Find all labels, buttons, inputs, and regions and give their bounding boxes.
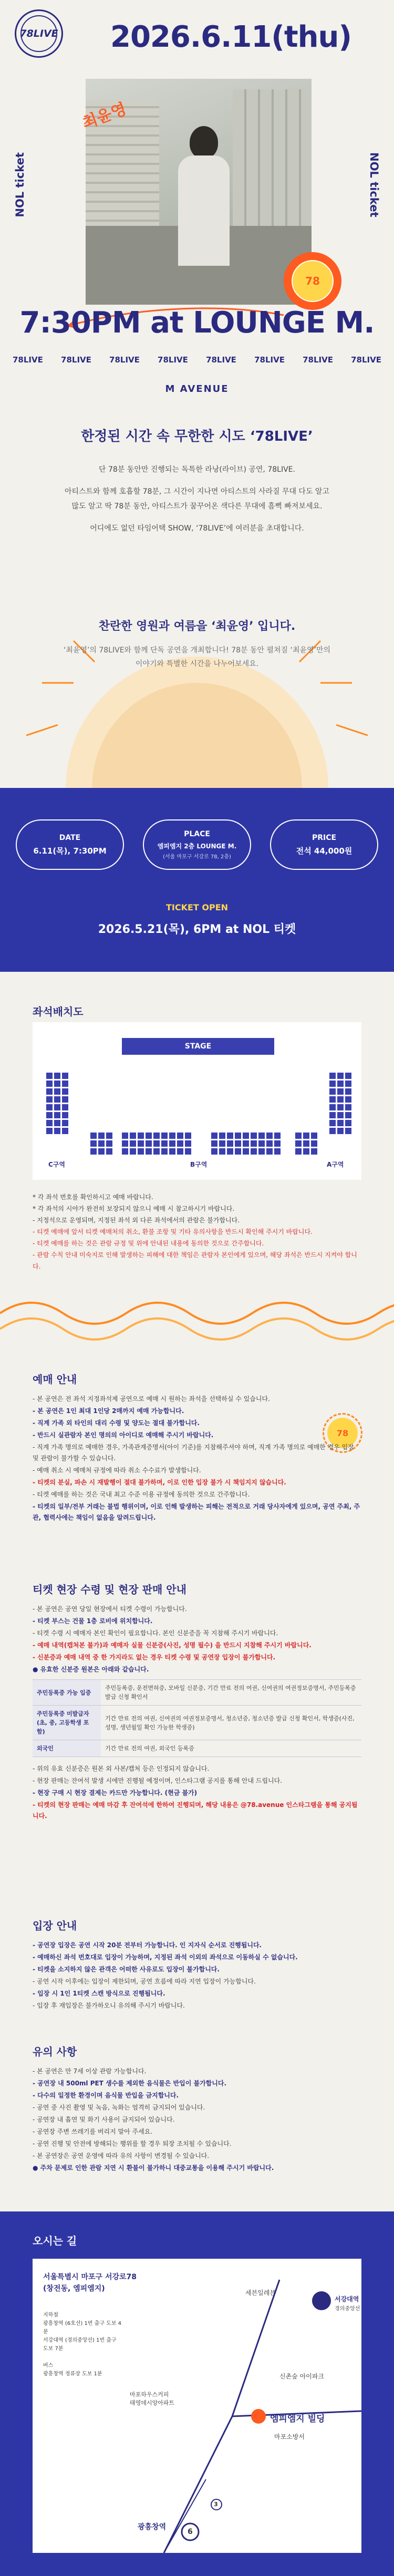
onsite-block — [33, 1581, 361, 1823]
seat[interactable] — [177, 1148, 183, 1155]
seat[interactable] — [295, 1148, 302, 1155]
sun-rays-decoration — [0, 567, 394, 788]
seat[interactable] — [337, 1128, 344, 1134]
onsite-title: 티켓 현장 수령 및 현장 판매 안내 — [33, 1583, 186, 1596]
seat-map-section — [0, 972, 394, 1282]
seat[interactable] — [345, 1073, 351, 1079]
side-label-right: NOL ticket — [368, 152, 380, 217]
info-card-label: DATE — [59, 833, 81, 842]
list-item: - 입장 후 재입장은 불가하오니 유의해 주시기 바랍니다. — [33, 2002, 185, 2009]
intro-body — [60, 462, 334, 543]
seat[interactable] — [62, 1120, 68, 1126]
seat[interactable] — [227, 1133, 233, 1139]
seat-block — [295, 1133, 317, 1155]
seat[interactable] — [251, 1133, 257, 1139]
map-roads — [33, 2259, 361, 2553]
seat[interactable] — [54, 1120, 60, 1126]
intro-title: 한정된 시간 속 무한한 시도 ‘78LIVE’ — [81, 429, 313, 444]
onsite-list — [33, 1604, 361, 1675]
seat[interactable] — [153, 1133, 160, 1139]
list-item: - 예매 내역(캡쳐본 불가)과 예매자 실물 신분증(사진, 성명 필수) 을 반드시 지참해 주시기 바랍니다. — [33, 1642, 312, 1649]
info-cards — [16, 819, 378, 870]
seat[interactable] — [266, 1148, 273, 1155]
info-card-place — [143, 819, 251, 870]
list-item: - 공연 시작 이후에는 입장이 제한되며, 공연 흐름에 따라 지연 입장이 가능합니다. — [33, 1978, 256, 1985]
table-key: 외국인 — [33, 1740, 101, 1757]
hero — [0, 0, 394, 378]
seat[interactable] — [329, 1096, 336, 1103]
seat[interactable] — [130, 1133, 136, 1139]
reserve-title: 예매 안내 — [33, 1373, 77, 1386]
seat[interactable] — [46, 1088, 53, 1095]
list-item: - 본 공연은 만 7세 이상 관람 가능합니다. — [33, 2068, 147, 2075]
seat[interactable] — [345, 1088, 351, 1095]
seat[interactable] — [185, 1140, 191, 1147]
seat[interactable] — [227, 1148, 233, 1155]
seat[interactable] — [54, 1096, 60, 1103]
venue-logo: M AVENUE — [165, 383, 229, 394]
seat[interactable] — [251, 1148, 257, 1155]
seat[interactable] — [227, 1140, 233, 1147]
seat[interactable] — [62, 1112, 68, 1118]
seat[interactable] — [161, 1140, 168, 1147]
seat[interactable] — [337, 1120, 344, 1126]
seat[interactable] — [62, 1081, 68, 1087]
seat[interactable] — [303, 1148, 309, 1155]
seat[interactable] — [266, 1133, 273, 1139]
seat[interactable] — [235, 1140, 241, 1147]
seat[interactable] — [130, 1140, 136, 1147]
wave-decoration — [0, 1282, 394, 1360]
info-card-value: 전석 44,000원 — [296, 846, 352, 856]
list-item: - 공연장 내 흡연 및 화기 사용이 금지되어 있습니다. — [33, 2116, 175, 2123]
seat[interactable] — [337, 1088, 344, 1095]
seat[interactable] — [211, 1148, 217, 1155]
seat-notes — [33, 1191, 361, 1272]
map — [33, 2259, 361, 2553]
strip-item: 78LIVE — [351, 355, 381, 365]
seat[interactable] — [274, 1133, 281, 1139]
seat[interactable] — [54, 1128, 60, 1134]
seat[interactable] — [146, 1133, 152, 1139]
seat[interactable] — [46, 1096, 53, 1103]
seat[interactable] — [243, 1133, 249, 1139]
table-value: 주민등록증, 운전면허증, 모바일 신분증, 기간 만료 전의 여권, 신여권의 여권정보증명서, 주민등록증 발급 신청 확인서 — [101, 1680, 361, 1706]
seat[interactable] — [295, 1140, 302, 1147]
map-label: 신촌숲 아이파크 — [279, 2373, 324, 2380]
seat-block — [211, 1133, 281, 1155]
seat[interactable] — [130, 1148, 136, 1155]
seat[interactable] — [54, 1112, 60, 1118]
seat[interactable] — [122, 1148, 128, 1155]
seat[interactable] — [329, 1081, 336, 1087]
78-badge-text: 78 — [292, 260, 334, 302]
seat[interactable] — [98, 1133, 105, 1139]
list-item: - 현장 판매는 잔여석 발생 시에만 진행될 예정이며, 인스타그램 공지를 통해 안내 드립니다. — [33, 1777, 283, 1784]
seat-note: * 각 좌석 번호를 확인하시고 예매 바랍니다. — [33, 1193, 153, 1201]
seat[interactable] — [138, 1140, 144, 1147]
table-key: 주민등록증 가능 입증 — [33, 1680, 101, 1706]
info-card-label: PRICE — [312, 833, 337, 842]
info-card-value: 엠피엠지 2층 LOUNGE M. — [157, 842, 237, 850]
list-item: - 본 공연은 1인 최대 1인당 2매까지 예매 가능합니다. — [33, 1407, 184, 1415]
seat[interactable] — [337, 1096, 344, 1103]
caution-block — [33, 2043, 361, 2175]
strip-item: 78LIVE — [61, 355, 91, 365]
artist-name-tag: 최윤영 — [79, 99, 129, 133]
seat-map-title: 좌석배치도 — [33, 1005, 84, 1018]
intro-section — [0, 378, 394, 788]
seat[interactable] — [345, 1112, 351, 1118]
seat[interactable] — [251, 1140, 257, 1147]
seat[interactable] — [54, 1081, 60, 1087]
table-row — [33, 1680, 361, 1706]
seat[interactable] — [345, 1096, 351, 1103]
list-item: - 공연장 주변 쓰레기를 버리지 말아 주세요. — [33, 2128, 153, 2135]
intro-subtitle: 찬란한 영원과 여름을 ‘최윤영’ 입니다. — [98, 620, 296, 633]
seat[interactable] — [98, 1140, 105, 1147]
entry-block — [33, 1917, 361, 2012]
list-item: ● 주차 문제로 인한 관람 지연 시 환불이 불가하니 대중교통을 이용해 주시기 바랍니다. — [33, 2164, 274, 2172]
ticket-open-date[interactable]: 2026.5.21(목), 6PM at NOL 티켓 — [98, 923, 296, 936]
seat[interactable] — [62, 1096, 68, 1103]
seat[interactable] — [62, 1088, 68, 1095]
seat[interactable] — [235, 1133, 241, 1139]
venue-pin-label[interactable]: 엠피엠지 빌딩 — [270, 2414, 325, 2424]
seat[interactable] — [243, 1140, 249, 1147]
seat-block — [90, 1133, 112, 1155]
map-address — [43, 2271, 137, 2294]
info-card-label: PLACE — [184, 829, 210, 838]
ticket-open-label: TICKET OPEN — [165, 902, 229, 912]
table-key: 주민등록증 미발급자 (초, 중, 고등학생 포함) — [33, 1706, 101, 1740]
list-item: - 본 공연은 공연 당일 현장에서 티켓 수령이 가능합니다. — [33, 1605, 187, 1613]
seat[interactable] — [161, 1133, 168, 1139]
seat[interactable] — [122, 1140, 128, 1147]
hero-date: 2026.6.11(thu) — [110, 20, 351, 54]
hero-time: 7:30PM at LOUNGE M. — [19, 306, 375, 340]
list-item: - 티켓의 일부/전부 거래는 불법 행위이며, 이로 인해 발생하는 피해는 전적으로 거래 당사자에게 있으며, 공연 주최, 주관, 협력사에는 책임이 없음을 알려드립니다. — [33, 1503, 360, 1521]
list-item: - 직계 가족 명의로 예매한 경우, 가족관계증명서(아이 기준)를 지참해주셔야 하며, 직계 가족 명의로 예매한 경우 입장 및 관람이 불가할 수 있습니다. — [33, 1443, 354, 1462]
seat-note: - 티켓 예매를 하는 것은 관람 규정 및 위에 안내된 내용에 동의한 것으로 간주합니다. — [33, 1240, 264, 1247]
list-item: - 신분증과 예매 내역 중 한 가지라도 없는 경우 티켓 수령 및 공연장 입장이 불가합니다. — [33, 1654, 276, 1661]
intro-paragraph: 아티스트와 함께 호흡할 78분, 그 시간이 지나면 아티스트의 사라질 무대 다도 알고 많도 알고 딱 78분 동안, 아티스트가 꿈꾸어온 색다른 무대에 흠뻑 빠져보세요. — [65, 487, 329, 511]
list-item: - 티켓의 현장 판매는 예매 마감 후 잔여석에 한하여 진행되며, 해당 내용은 @78.avenue 인스타그램을 통해 공지됩니다. — [33, 1801, 358, 1820]
seat[interactable] — [138, 1148, 144, 1155]
table-row — [33, 1740, 361, 1757]
seat[interactable] — [311, 1148, 317, 1155]
map-label: 세븐일레븐 — [245, 2289, 276, 2297]
seat[interactable] — [329, 1104, 336, 1110]
artist-figure — [175, 126, 233, 263]
seat[interactable] — [46, 1120, 53, 1126]
seat[interactable] — [122, 1133, 128, 1139]
table-row — [33, 1706, 361, 1740]
seat[interactable] — [138, 1133, 144, 1139]
list-item: - 반드시 실관람자 본인 명의의 아이디로 예매해 주시기 바랍니다. — [33, 1431, 214, 1439]
hero-strip — [0, 355, 394, 365]
seat[interactable] — [46, 1104, 53, 1110]
seat[interactable] — [185, 1133, 191, 1139]
seat[interactable] — [211, 1133, 217, 1139]
seat[interactable] — [146, 1140, 152, 1147]
seat[interactable] — [235, 1148, 241, 1155]
stage: STAGE — [122, 1038, 274, 1055]
seat[interactable] — [211, 1140, 217, 1147]
seat[interactable] — [274, 1140, 281, 1147]
seat-block — [329, 1073, 351, 1134]
side-label-left: NOL ticket — [14, 152, 26, 217]
map-section — [0, 2211, 394, 2576]
list-item: - 본 공연은 전 좌석 지정좌석제 공연으로 예매 시 원하는 좌석을 선택하실 수 있습니다. — [33, 1395, 270, 1403]
onsite-list-2 — [33, 1763, 361, 1822]
seat[interactable] — [345, 1081, 351, 1087]
list-item: - 다수의 일정한 환경이며 음식물 반입을 금지합니다. — [33, 2092, 179, 2099]
seat[interactable] — [295, 1133, 302, 1139]
seat[interactable] — [153, 1140, 160, 1147]
list-item: - 공연장 내 500ml PET 생수를 제외한 음식물은 반입이 불가합니다. — [33, 2080, 227, 2087]
seat[interactable] — [337, 1112, 344, 1118]
list-item: - 직계 가족 외 타인의 대리 수령 및 양도는 절대 불가합니다. — [33, 1419, 200, 1427]
entry-list — [33, 1940, 361, 2011]
logo-text: 78LIVE — [20, 15, 57, 52]
seat[interactable] — [54, 1073, 60, 1079]
list-item: - 입장 시 1인 1티켓 스캔 방식으로 진행됩니다. — [33, 1990, 165, 1997]
list-item: - 공연장 입장은 공연 시작 20분 전부터 가능합니다. 인 지자식 순서로 진행됩니다. — [33, 1941, 262, 1949]
seat[interactable] — [329, 1128, 336, 1134]
map-label: 마포소방서 — [274, 2433, 305, 2440]
caution-title: 유의 사항 — [33, 2045, 77, 2058]
seat[interactable] — [329, 1088, 336, 1095]
zone-label-b: B구역 — [190, 1161, 208, 1168]
list-item: - 티켓을 소지하지 않은 관객은 어떠한 사유로도 입장이 불가합니다. — [33, 1966, 220, 1973]
list-item: - 현장 구매 시 현장 결제는 카드만 가능합니다. (현금 불가) — [33, 1789, 198, 1796]
seat-block — [46, 1073, 68, 1134]
seat[interactable] — [303, 1140, 309, 1147]
seat[interactable] — [177, 1133, 183, 1139]
seat[interactable] — [46, 1073, 53, 1079]
seat[interactable] — [311, 1140, 317, 1147]
78-small-badge-text: 78 — [327, 1418, 358, 1448]
exit-marker: 3 — [214, 2501, 218, 2508]
seat[interactable] — [311, 1133, 317, 1139]
seat[interactable] — [90, 1133, 97, 1139]
strip-item: 78LIVE — [13, 355, 43, 365]
seat[interactable] — [161, 1148, 168, 1155]
seat[interactable] — [169, 1133, 175, 1139]
intro-subtext: ‘최윤영’의 78LIVE와 함께 단독 공연을 개최합니다! 78분 동안 펼쳐질 ‘최윤영’만의 이야기와 특별한 시간을 나누어보세요. — [63, 646, 331, 668]
address-line: (창전동, 엠피엠지) — [43, 2284, 105, 2293]
strip-item: 78LIVE — [206, 355, 236, 365]
seat[interactable] — [46, 1112, 53, 1118]
seat[interactable] — [219, 1148, 225, 1155]
seat[interactable] — [90, 1148, 97, 1155]
address-line: 서울특별시 마포구 서강로78 — [43, 2273, 137, 2281]
seat[interactable] — [329, 1073, 336, 1079]
seat[interactable] — [337, 1081, 344, 1087]
seat[interactable] — [303, 1133, 309, 1139]
map-label: 서강대역 — [335, 2295, 359, 2303]
wave-divider — [0, 1282, 394, 1360]
78live-logo — [15, 9, 63, 58]
zone-label-a: A구역 — [327, 1161, 344, 1168]
seat-note: - 지정석으로 운영되며, 지정된 좌석 외 다른 좌석에서의 관람은 불가합니다. — [33, 1217, 240, 1224]
intro-paragraph: 어디에도 없던 타임어택 SHOW, ‘78LIVE’에 여러분을 초대합니다. — [90, 524, 304, 533]
seat[interactable] — [169, 1148, 175, 1155]
seat[interactable] — [337, 1104, 344, 1110]
seat[interactable] — [46, 1081, 53, 1087]
reserve-block — [33, 1371, 361, 1524]
seat-note: * 각 좌석의 시야가 완전히 보장되지 않으니 예매 시 참고하시기 바랍니다. — [33, 1205, 235, 1212]
seat[interactable] — [337, 1073, 344, 1079]
list-item: - 위의 유효 신분증은 원본 외 사본/캡처 등은 인정되지 않습니다. — [33, 1765, 210, 1772]
seat-note: - 티켓 예매에 앞서 티켓 예매처의 취소, 환불 조항 및 기타 유의사항을 반드시 확인해 주시기 바랍니다. — [33, 1228, 313, 1235]
seat[interactable] — [106, 1140, 112, 1147]
seat[interactable] — [169, 1140, 175, 1147]
seat[interactable] — [62, 1104, 68, 1110]
78-badge — [284, 252, 341, 310]
map-title: 오시는 길 — [33, 2235, 77, 2247]
zone-label-c: C구역 — [48, 1161, 65, 1168]
seat[interactable] — [243, 1148, 249, 1155]
seat[interactable] — [219, 1133, 225, 1139]
list-item: - 본 공연장은 공연 운영에 따라 유의 사항이 변경될 수 있습니다. — [33, 2152, 210, 2159]
seat[interactable] — [46, 1128, 53, 1134]
list-item: - 티켓의 분실, 파손 시 재발행이 절대 불가하며, 이로 인한 입장 불가 시 책임지지 않습니다. — [33, 1479, 286, 1486]
seat-block — [122, 1133, 191, 1155]
map-label: 마포하우스커피 태영데시앙아파트 — [130, 2391, 175, 2406]
caution-list — [33, 2066, 361, 2174]
seat[interactable] — [177, 1140, 183, 1147]
seat[interactable] — [345, 1120, 351, 1126]
seat[interactable] — [62, 1128, 68, 1134]
seat-map — [33, 1022, 361, 1180]
reserve-list — [33, 1394, 361, 1523]
seat[interactable] — [274, 1148, 281, 1155]
seat[interactable] — [345, 1128, 351, 1134]
seat[interactable] — [329, 1112, 336, 1118]
notice-section — [0, 1360, 394, 2211]
map-label: 경의중앙선 — [335, 2306, 360, 2312]
exit-marker: 6 — [188, 2528, 193, 2536]
seat[interactable] — [345, 1104, 351, 1110]
info-card-sub: (서울 마포구 서강로 78, 2층) — [163, 854, 231, 860]
seat[interactable] — [106, 1148, 112, 1155]
table-value: 기간 만료 전의 여권, 신여권의 여권정보증명서, 청소년증, 청소년증 발급 신청 확인서, 학생증(사진, 성명, 생년월일 확인 가능한 학생증) — [101, 1706, 361, 1740]
seat[interactable] — [266, 1140, 273, 1147]
seat[interactable] — [153, 1148, 160, 1155]
list-item: - 티켓 예매를 하는 것은 국내 최고 수준 이용 규정에 동의한 것으로 간주합니다. — [33, 1491, 250, 1498]
id-table — [33, 1679, 361, 1757]
seat[interactable] — [106, 1133, 112, 1139]
seat[interactable] — [62, 1073, 68, 1079]
table-value: 기간 만료 전의 여권, 외국인 등록증 — [101, 1740, 361, 1757]
seat[interactable] — [90, 1140, 97, 1147]
strip-item: 78LIVE — [303, 355, 333, 365]
entry-title: 입장 안내 — [33, 1919, 77, 1932]
seat[interactable] — [54, 1088, 60, 1095]
map-label: 광흥창역 — [138, 2523, 167, 2531]
seat[interactable] — [98, 1148, 105, 1155]
list-item: - 공연 중 사진 촬영 및 녹음, 녹화는 엄격히 금지되어 있습니다. — [33, 2104, 205, 2111]
strip-item: 78LIVE — [109, 355, 140, 365]
list-item: - 예매하신 좌석 번호대로 입장이 가능하며, 지정된 좌석 이외의 좌석으로 이동하실 수 없습니다. — [33, 1954, 298, 1961]
seat[interactable] — [329, 1120, 336, 1126]
info-card-price — [270, 819, 378, 870]
event-info-section — [0, 788, 394, 972]
seat[interactable] — [258, 1148, 265, 1155]
intro-paragraph: 단 78분 동안만 진행되는 독특한 라낭(라이브) 공연, 78LIVE. — [99, 465, 295, 474]
info-card-date — [16, 819, 124, 870]
map-route: 지하철 광흥창역 (6호선) 1번 출구 도보 4분 서강대역 (경의중앙선) 1번 출구 도보 7분 버스 광흥창역 정류장 도보 1분 — [43, 2312, 122, 2377]
seat[interactable] — [54, 1104, 60, 1110]
list-item: - 티켓 수령 시 예매자 본인 확인이 필요합니다. 본인 신분증을 꼭 지참해 주시기 바랍니다. — [33, 1629, 278, 1637]
seat[interactable] — [185, 1148, 191, 1155]
list-item: - 예매 취소 시 예매처 규정에 따라 취소 수수료가 발생합니다. — [33, 1467, 201, 1474]
seat[interactable] — [258, 1133, 265, 1139]
list-item: - 티켓 부스는 건물 1층 로비에 위치합니다. — [33, 1617, 153, 1625]
info-card-value: 6.11(목), 7:30PM — [33, 846, 107, 856]
seat-note: - 관람 수칙 안내 미숙지로 인해 발생하는 피해에 대한 책임은 관람자 본인에게 있으며, 해당 좌석은 반드시 지켜야 합니다. — [33, 1251, 357, 1270]
seat[interactable] — [146, 1148, 152, 1155]
seat[interactable] — [258, 1140, 265, 1147]
strip-item: 78LIVE — [254, 355, 285, 365]
strip-item: 78LIVE — [158, 355, 188, 365]
list-item: ● 유효한 신분증 원본은 아래와 같습니다. — [33, 1666, 149, 1673]
list-item: - 공연 진행 및 안전에 방해되는 행위를 할 경우 퇴장 조치될 수 있습니다. — [33, 2140, 232, 2147]
seat[interactable] — [219, 1140, 225, 1147]
